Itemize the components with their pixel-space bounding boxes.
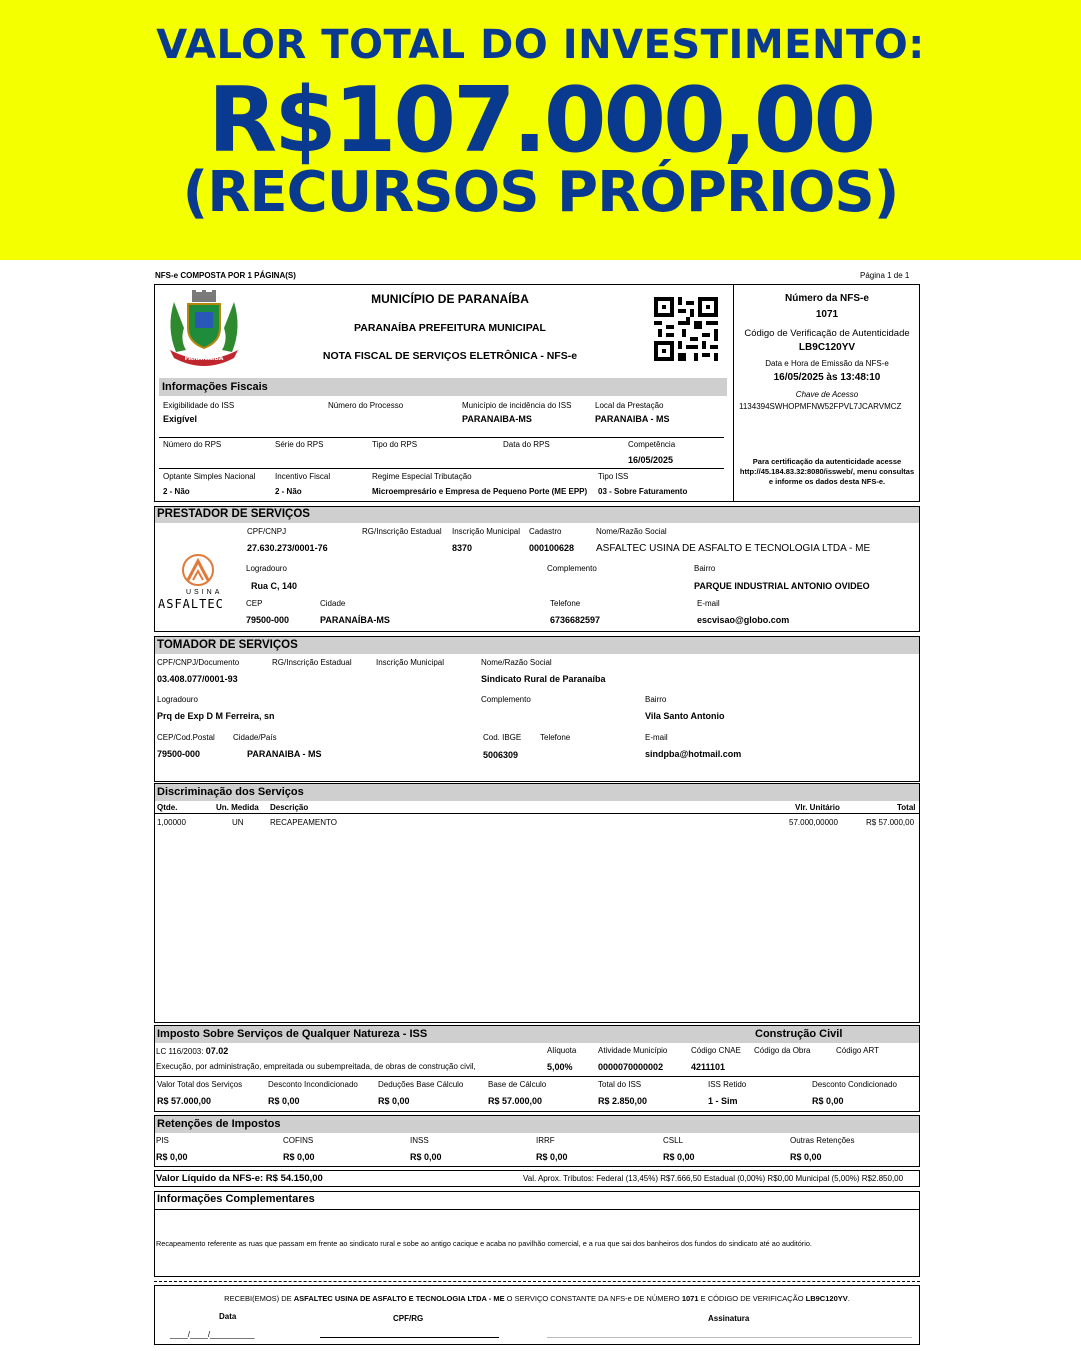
recibo-data-label: Data [219, 1312, 237, 1321]
valor-servicos-label: Valor Total dos Serviços [157, 1080, 243, 1089]
prestador-cidade: PARANAÍBA-MS [320, 615, 390, 625]
aliquota-value: 5,00% [547, 1062, 573, 1072]
tomador-complemento-label: Complemento [481, 695, 531, 704]
rps-label: Número do RPS [163, 440, 222, 449]
tomador-logradouro: Prq de Exp D M Ferreira, sn [157, 711, 275, 721]
prestador-logradouro-label: Logradouro [246, 564, 287, 573]
municipal-coat-of-arms-icon [162, 288, 246, 372]
valor-servicos: R$ 57.000,00 [157, 1096, 212, 1106]
tomador-doc-label: CPF/CNPJ/Documento [157, 658, 240, 667]
lc-item: LC 116/2003: 07.02 [156, 1046, 229, 1056]
desc-incond-label: Desconto Incondicionado [268, 1080, 358, 1089]
col-vlr-unitario: Vlr. Unitário [795, 803, 840, 812]
banner-title: VALOR TOTAL DO INVESTIMENTO: [156, 22, 925, 68]
coat-of-arms-text: PARANAÍBA [184, 355, 224, 362]
nfse-number: 1071 [815, 309, 839, 320]
asfaltec-logo-icon [178, 553, 218, 587]
banner-subtitle: (RECURSOS PRÓPRIOS) [182, 160, 899, 225]
service-vlr-unitario: 57.000,00000 [789, 818, 838, 827]
tomador-bairro-label: Bairro [645, 695, 667, 704]
tomador-doc: 03.408.077/0001-93 [157, 674, 238, 684]
service-un: UN [232, 818, 244, 827]
prestador-telefone: 6736682597 [550, 615, 601, 625]
municipio-incidencia-label: Município de incidência do ISS [462, 401, 572, 410]
desc-cond-label: Desconto Condicionado [812, 1080, 897, 1089]
pis-label: PIS [156, 1136, 169, 1145]
competencia-value: 16/05/2025 [628, 455, 674, 465]
incentivo-label: Incentivo Fiscal [275, 472, 331, 481]
tomador-logradouro-label: Logradouro [157, 695, 198, 704]
verification-code: LB9C120YV [798, 342, 856, 353]
divider [155, 813, 919, 814]
processo-label: Número do Processo [328, 401, 404, 410]
outras-label: Outras Retenções [790, 1136, 855, 1145]
irrf-value: R$ 0,00 [536, 1152, 568, 1162]
prestador-email[interactable]: escvisao@globo.com [697, 615, 790, 625]
cnae-value: 4211101 [691, 1062, 726, 1072]
recibo-cpf-label: CPF/RG [393, 1314, 424, 1323]
qr-code-icon[interactable] [654, 297, 718, 361]
tomador-cep-label: CEP/Cod.Postal [157, 733, 215, 742]
cnae-label: Código CNAE [691, 1046, 741, 1055]
prestador-cnpj: 27.630.273/0001-76 [247, 543, 328, 553]
col-qtde: Qtde. [157, 803, 178, 812]
tomador-rg-label: RG/Inscrição Estadual [272, 658, 352, 667]
recibo-data-field[interactable]: ____/____/__________ [170, 1330, 255, 1339]
iss-retido: 1 - Sim [708, 1096, 738, 1106]
prestador-im-label: Inscrição Municipal [452, 527, 521, 536]
iss-retido-label: ISS Retido [708, 1080, 747, 1089]
deducoes-label: Deduções Base Cálculo [378, 1080, 464, 1089]
prestador-telefone-label: Telefone [550, 599, 581, 608]
data-rps-label: Data do RPS [503, 440, 550, 449]
prestador-bairro: PARQUE INDUSTRIAL ANTONIO OVIDEO [694, 581, 870, 591]
lc-descricao: Execução, por administração, empreitada ou subempreitada, de obras de construção civil, [156, 1062, 476, 1071]
competencia-label: Competência [628, 440, 676, 449]
nota-title: NOTA FISCAL DE SERVIÇOS ELETRÔNICA - NFS-e [322, 350, 578, 362]
cofins-label: COFINS [283, 1136, 314, 1145]
pis-value: R$ 0,00 [156, 1152, 188, 1162]
cut-line [154, 1281, 920, 1282]
access-key: 1134394SWHOPMFNW52FPVL7JCARVMCZ [739, 402, 902, 411]
csll-value: R$ 0,00 [663, 1152, 695, 1162]
base-calculo-label: Base de Cálculo [488, 1080, 547, 1089]
atividade-label: Atividade Município [598, 1046, 668, 1055]
total-iss: R$ 2.850,00 [598, 1096, 648, 1106]
access-key-label: Chave de Acesso [795, 390, 859, 399]
pages-note: NFS-e COMPOSTA POR 1 PÁGINA(S) [155, 271, 296, 280]
tomador-nome: Sindicato Rural de Paranaíba [481, 674, 606, 684]
tomador-telefone-label: Telefone [540, 733, 571, 742]
tomador-email-label: E-mail [645, 733, 668, 742]
base-calculo: R$ 57.000,00 [488, 1096, 543, 1106]
municipio-title: MUNICÍPIO DE PARANAÍBA [371, 292, 529, 306]
banner-value: R$107.000,00 [207, 68, 874, 173]
valor-liquido: Valor Líquido da NFS-e: R$ 54.150,00 [156, 1173, 323, 1184]
recibo-assinatura-field[interactable] [547, 1337, 912, 1338]
total-iss-label: Total do ISS [598, 1080, 642, 1089]
tributos-aproximados: Val. Aprox. Tributos: Federal (13,45%) R$7.666,50 Estadual (0,00%) R$0,00 Municipal (5,00%) R$2.850,00 [523, 1174, 904, 1183]
prestador-im: 8370 [452, 543, 473, 553]
col-descricao: Descrição [270, 803, 309, 812]
tipo-iss-label: Tipo ISS [598, 472, 629, 481]
exigibilidade-label: Exigibilidade do ISS [163, 401, 235, 410]
recibo-cpf-field[interactable] [320, 1337, 499, 1338]
prestador-cnpj-label: CPF/CNPJ [247, 527, 287, 536]
desc-incond: R$ 0,00 [268, 1096, 300, 1106]
tipo-rps-label: Tipo do RPS [372, 440, 418, 449]
emission-date: 16/05/2025 às 13:48:10 [773, 372, 881, 383]
info-fiscais-title: Informações Fiscais [162, 381, 268, 393]
prestador-cep-label: CEP [246, 599, 263, 608]
inss-value: R$ 0,00 [410, 1152, 442, 1162]
atividade-value: 0000070000002 [598, 1062, 664, 1072]
nfse-number-label: Número da NFS-e [785, 293, 869, 304]
prefeitura-title: PARANAÍBA PREFEITURA MUNICIPAL [354, 322, 546, 334]
col-total: Total [897, 803, 916, 812]
deducoes: R$ 0,00 [378, 1096, 410, 1106]
prestador-cep: 79500-000 [246, 615, 290, 625]
inss-label: INSS [410, 1136, 429, 1145]
asfaltec-logo-small: USINA [186, 589, 223, 596]
service-total: R$ 57.000,00 [866, 818, 915, 827]
prestador-cadastro: 000100628 [529, 543, 575, 553]
prestador-nome: ASFALTEC USINA DE ASFALTO E TECNOLOGIA LTDA - ME [596, 543, 871, 554]
local-prestacao-value: PARANAIBA - MS [595, 414, 670, 424]
prestador-complemento-label: Complemento [547, 564, 597, 573]
divider [155, 1076, 919, 1077]
tomador-im-label: Inscrição Municipal [376, 658, 445, 667]
codigo-art-label: Código ART [836, 1046, 879, 1055]
prestador-title: PRESTADOR DE SERVIÇOS [157, 508, 310, 520]
prestador-nome-label: Nome/Razão Social [596, 527, 667, 536]
incentivo-value: 2 - Não [275, 487, 302, 496]
investment-banner [0, 0, 1081, 260]
emission-date-label: Data e Hora de Emissão da NFS-e [765, 359, 889, 368]
exigibilidade-value: Exigível [163, 414, 198, 424]
tomador-cep: 79500-000 [157, 749, 201, 759]
certification-note: Para certificação da autenticidade acesse http://45.184.83.32:8080/issweb/, menu consultas e informe os dados desta NFS-e. [739, 457, 915, 486]
simples-value: 2 - Não [163, 487, 190, 496]
verification-code-label: Código de Verificação de Autenticidade [744, 328, 910, 339]
local-prestacao-label: Local da Prestação [595, 401, 664, 410]
construcao-civil-title: Construção Civil [755, 1028, 843, 1040]
tomador-nome-label: Nome/Razão Social [481, 658, 552, 667]
tomador-ibge: 5006309 [483, 750, 519, 760]
divider [159, 437, 724, 438]
desc-cond: R$ 0,00 [812, 1096, 844, 1106]
tomador-title: TOMADOR DE SERVIÇOS [157, 639, 298, 651]
aliquota-label: Alíquota [547, 1046, 577, 1055]
divider [155, 1209, 919, 1210]
prestador-bairro-label: Bairro [694, 564, 716, 573]
csll-label: CSLL [663, 1136, 684, 1145]
tipo-iss-value: 03 - Sobre Faturamento [598, 487, 688, 496]
complementares-text: Recapeamento referente as ruas que passam em frente ao sindicato rural e sobe ao antigo cacique e acaba no pavilhão comercial, e a rua que sai dos banheiros dos fundos do sindicato até ao auditório. [156, 1239, 812, 1248]
prestador-email-label: E-mail [697, 599, 720, 608]
service-qtde: 1,00000 [157, 818, 186, 827]
outras-value: R$ 0,00 [790, 1152, 822, 1162]
asfaltec-logo-text: ASFALTEC [158, 597, 224, 611]
recibo-assinatura-label: Assinatura [708, 1314, 750, 1323]
irrf-label: IRRF [536, 1136, 555, 1145]
tomador-ibge-label: Cod. IBGE [483, 733, 522, 742]
simples-label: Optante Simples Nacional [163, 472, 256, 481]
recibo-text: RECEBI(EMOS) DE ASFALTEC USINA DE ASFALTO E TECNOLOGIA LTDA - ME O SERVIÇO CONSTANTE DA NFS-e DE NÚMERO 1071 E CÓDIGO DE VERIFICAÇÃO LB9C120YV. [224, 1294, 850, 1303]
servicos-title: Discriminação dos Serviços [157, 786, 304, 798]
regime-label: Regime Especial Tributação [372, 472, 472, 481]
tomador-email[interactable]: sindpba@hotmail.com [645, 749, 742, 759]
complementares-title: Informações Complementares [157, 1193, 315, 1205]
prestador-cidade-label: Cidade [320, 599, 346, 608]
cofins-value: R$ 0,00 [283, 1152, 315, 1162]
tomador-bairro: Vila Santo Antonio [645, 711, 725, 721]
prestador-rg-label: RG/Inscrição Estadual [362, 527, 442, 536]
page-counter: Página 1 de 1 [860, 271, 910, 280]
retencoes-title: Retenções de Impostos [157, 1118, 281, 1130]
tomador-cidade: PARANAIBA - MS [247, 749, 322, 759]
service-descricao: RECAPEAMENTO [270, 818, 337, 827]
serie-rps-label: Série do RPS [275, 440, 324, 449]
col-un-medida: Un. Medida [216, 803, 259, 812]
municipio-incidencia-value: PARANAIBA-MS [462, 414, 532, 424]
codigo-obra-label: Código da Obra [754, 1046, 811, 1055]
prestador-cadastro-label: Cadastro [529, 527, 562, 536]
prestador-logradouro: Rua C, 140 [251, 581, 298, 591]
iss-title: Imposto Sobre Serviços de Qualquer Natureza - ISS [157, 1028, 428, 1040]
divider [159, 468, 724, 469]
tomador-cidade-label: Cidade/País [233, 733, 277, 742]
regime-value: Microempresário e Empresa de Pequeno Porte (ME EPP) [372, 487, 588, 496]
